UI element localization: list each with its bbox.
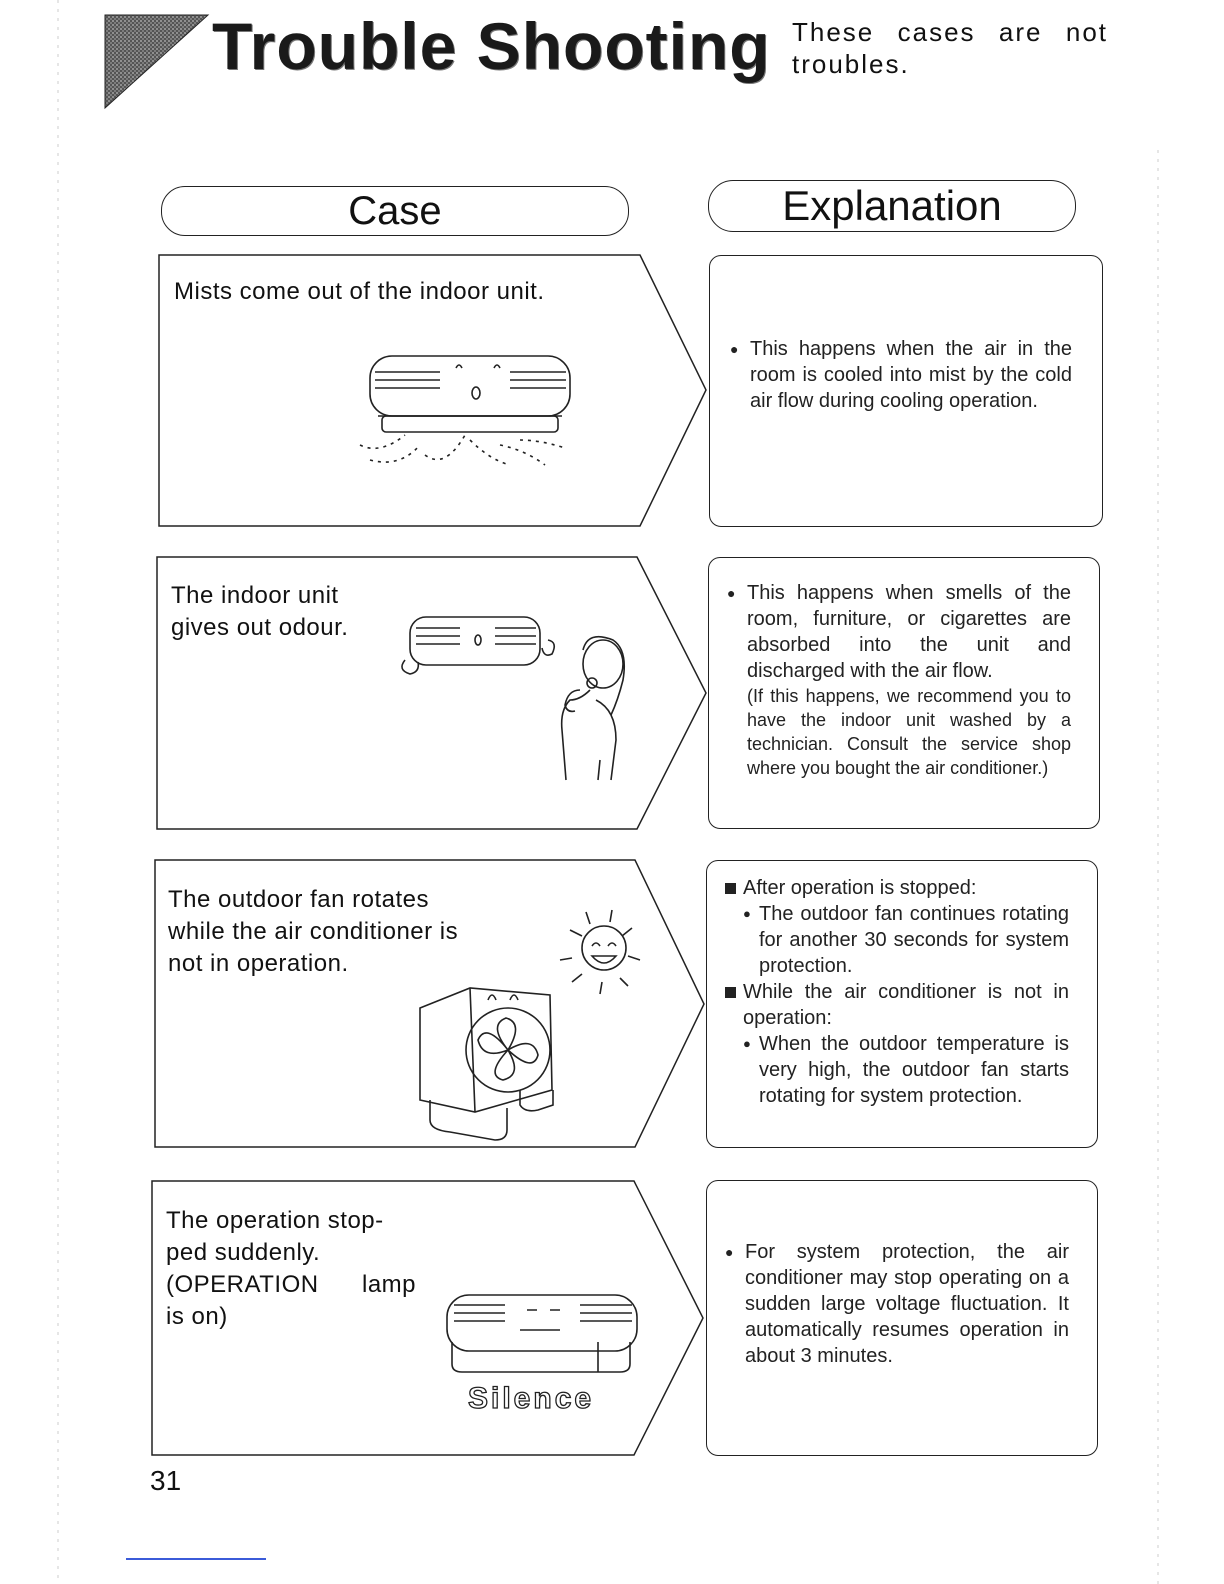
explanation-note-2: (If this happens, we recommend you to have the indoor unit washed by a technician. Consult the service shop where you bought the air conditioner.): [747, 686, 1071, 778]
case-text-4: The operation stop- ped suddenly. (OPERATION lamp is on): [166, 1207, 416, 1330]
explanation-item-3: After operation is stopped: ● The outdoor fan continues rotating for another 30 seconds for system protection. While the air conditioner is not in operation: ● When the outdoor temperature is very high, the outdoor fan starts rotating for system protection.: [725, 875, 1069, 1109]
explanation-box-1: [709, 255, 1103, 527]
bullet-icon: ●: [743, 1036, 751, 1051]
explanation-item-4: ● For system protection, the air conditioner may stop operating on a sudden large voltage fluctuation. It automatically resumes operation in about 3 minutes.: [725, 1241, 1069, 1367]
indoor-unit-stopped-icon: [447, 1295, 637, 1372]
case-text-2: The indoor unit gives out odour.: [171, 582, 349, 641]
explanation-item-1: ● This happens when the air in the room is cooled into mist by the cold air flow during cooling operation.: [730, 338, 1072, 412]
page-subtitle: These cases are not troubles.: [792, 17, 1108, 79]
square-bullet-icon: [725, 979, 743, 1031]
bullet-icon: ●: [725, 1244, 734, 1260]
person-smelling-icon: [562, 637, 625, 780]
case-text-3: The outdoor fan rotates while the air conditioner is not in operation.: [168, 886, 459, 977]
explanation-box-3: [706, 860, 1098, 1148]
case-column-header: Case: [161, 186, 629, 236]
bullet-icon: ●: [727, 585, 736, 601]
explanation-box-4: [706, 1180, 1098, 1456]
case-text-1: Mists come out of the indoor unit.: [174, 278, 545, 305]
sun-icon: [560, 910, 640, 994]
indoor-unit-mist-icon: [360, 356, 570, 465]
indoor-unit-odour-icon: [402, 617, 554, 674]
square-bullet-icon: [725, 875, 743, 901]
page-title: Trouble Shooting: [212, 9, 771, 83]
explanation-box-2: [708, 557, 1100, 829]
outdoor-unit-icon: [420, 988, 553, 1140]
explanation-item-2: ● This happens when smells of the room, furniture, or cigarettes are absorbed into the unit and discharged with the air flow. (If this happens, we recommend you to have the indoor unit washed by a technician. Consult the service shop where you bought the air conditioner.): [727, 582, 1071, 778]
explanation-column-header: Explanation: [708, 180, 1076, 232]
silence-label: Silence: [468, 1382, 595, 1415]
bullet-icon: ●: [743, 906, 751, 921]
bullet-icon: ●: [730, 341, 739, 357]
page-number: 31: [150, 1465, 182, 1496]
title-triangle-icon: [105, 15, 208, 108]
